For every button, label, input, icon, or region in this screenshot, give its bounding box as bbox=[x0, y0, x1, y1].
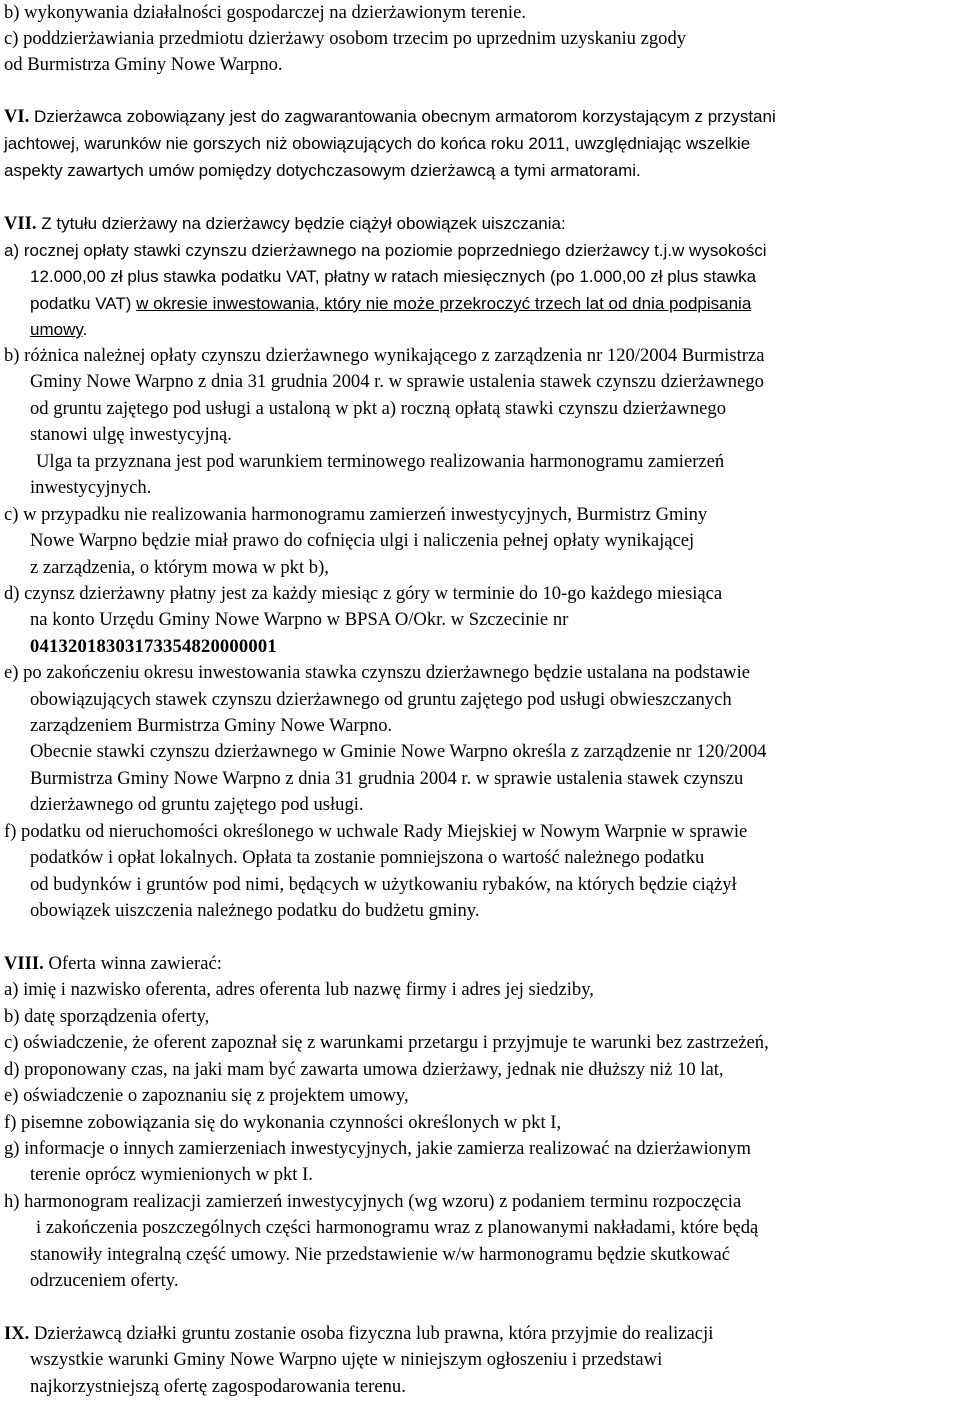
section-ix-number: IX. bbox=[4, 1323, 30, 1344]
section-viii-f: f) pisemne zobowiązania się do wykonania czynności określonych w pkt I, bbox=[4, 1112, 562, 1133]
section-vii-f-1: f) podatku od nieruchomości określonego w uchwale Rady Miejskiej w Nowym Warpnie w sprawie bbox=[4, 821, 748, 842]
section-vii-f-4: obowiązek uiszczenia należnego podatku do budżetu gminy. bbox=[30, 900, 480, 921]
section-viii-e: e) oświadczenie o zapoznaniu się z projektem umowy, bbox=[4, 1085, 409, 1106]
section-vii-number: VII. bbox=[4, 213, 37, 234]
section-ix-line: IX. Dzierżawcą działki gruntu zostanie osoba fizyczna lub prawna, która przyjmie do realizacji bbox=[4, 1323, 714, 1344]
section-vii-c-3: z zarządzenia, o którym mowa w pkt b), bbox=[30, 557, 329, 578]
section-vii-b-3: od gruntu zajętego pod usługi a ustaloną w pkt a) roczną opłatą stawki czynszu dzierżawnego bbox=[30, 398, 726, 419]
section-vii-d-2: na konto Urzędu Gminy Nowe Warpno w BPSA O/Okr. w Szczecinie nr bbox=[30, 609, 569, 630]
section-vii-f-2: podatków i opłat lokalnych. Opłata ta zostanie pomniejszona o wartość należnego podatku bbox=[30, 847, 705, 868]
bank-account-number: 04132018303173354820000001 bbox=[30, 636, 277, 657]
section-ix-line-3: najkorzystniejszą ofertę zagospodarowania terenu. bbox=[30, 1376, 406, 1397]
section-viii-g-1: g) informacje o innych zamierzeniach inwestycyjnych, jakie zamierza realizować na dzierżawionym bbox=[4, 1138, 752, 1159]
section-viii-number: VIII. bbox=[4, 953, 44, 974]
section-viii-g-2: terenie oprócz wymienionych w pkt I. bbox=[30, 1164, 313, 1185]
section-vii-e-2: obowiązujących stawek czynszu dzierżawnego od gruntu zajętego pod usługi obwieszczanych bbox=[30, 689, 732, 710]
section-vi-line: VI. Dzierżawca zobowiązany jest do zagwarantowania obecnym armatorom korzystającym z przystani bbox=[4, 106, 776, 127]
section-vii-line: VII. Z tytułu dzierżawy na dzierżawcy będzie ciążył obowiązek uiszczania: bbox=[4, 213, 566, 234]
section-viii-h-2: i zakończenia poszczególnych części harmonogramu wraz z planowanymi nakładami, które będą bbox=[36, 1217, 759, 1238]
section-viii-a: a) imię i nazwisko oferenta, adres oferenta lub nazwę firmy i adres jej siedziby, bbox=[4, 979, 594, 1000]
section-vii-b-4: stanowi ulgę inwestycyjną. bbox=[30, 424, 232, 445]
section-viii-h-1: h) harmonogram realizacji zamierzeń inwestycyjnych (wg wzoru) z podaniem terminu rozpoczęcia bbox=[4, 1191, 742, 1212]
section-vii-b-5: Ulga ta przyznana jest pod warunkiem terminowego realizowania harmonogramu zamierzeń bbox=[36, 451, 725, 472]
section-vii-b-2: Gminy Nowe Warpno z dnia 31 grudnia 2004 r. w sprawie ustalenia stawek czynszu dzierżawnego bbox=[30, 371, 764, 392]
section-vii-a-2: 12.000,00 zł plus stawka podatku VAT, płatny w ratach miesięcznych (po 1.000,00 zł plus stawka bbox=[30, 267, 757, 286]
section-vii-d-1: d) czynsz dzierżawny płatny jest za każdy miesiąc z góry w terminie do 10-go każdego miesiąca bbox=[4, 583, 723, 604]
section-viii-h-4: odrzuceniem oferty. bbox=[30, 1270, 179, 1291]
section-viii-d: d) proponowany czas, na jaki mam być zawarta umowa dzierżawy, jednak nie dłuższy niż 10 lat, bbox=[4, 1059, 724, 1080]
section-ix-line-2: wszystkie warunki Gminy Nowe Warpno ujęte w niniejszym ogłoszeniu i przedstawi bbox=[30, 1349, 663, 1370]
item-b-business: b) wykonywania działalności gospodarczej na dzierżawionym terenie. bbox=[4, 2, 526, 23]
investment-period-clause: w okresie inwestowania, który nie może przekroczyć trzech lat od dnia podpisania bbox=[136, 294, 752, 313]
section-vii-a-1: a) rocznej opłaty stawki czynszu dzierżawnego na poziomie poprzedniego dzierżawcy t.j.w wysokości bbox=[4, 241, 767, 260]
section-vii-f-3: od budynków i gruntów pod nimi, będących w użytkowaniu rybaków, na których będzie ciążył bbox=[30, 874, 737, 895]
section-vii-e-3: zarządzeniem Burmistrza Gminy Nowe Warpno. bbox=[30, 715, 393, 736]
section-vii-e-5: Burmistrza Gminy Nowe Warpno z dnia 31 grudnia 2004 r. w sprawie ustalenia stawek czynszu bbox=[30, 768, 744, 789]
section-viii-b: b) datę sporządzenia oferty, bbox=[4, 1006, 210, 1027]
section-vii-e-4: Obecnie stawki czynszu dzierżawnego w Gminie Nowe Warpno określa z zarządzenie nr 120/2004 bbox=[30, 741, 767, 762]
section-vi-line-2: jachtowej, warunków nie gorszych niż obowiązujących do końca roku 2011, uwzględniając wszelkie bbox=[4, 134, 751, 153]
section-vii-c-1: c) w przypadku nie realizowania harmonogramu zamierzeń inwestycyjnych, Burmistrz Gminy bbox=[4, 504, 708, 525]
section-viii-h-3: stanowiły integralną część umowy. Nie przedstawienie w/w harmonogramu będzie skutkować bbox=[30, 1244, 730, 1265]
section-viii-c: c) oświadczenie, że oferent zapoznał się z warunkami przetargu i przyjmuje te warunki bez zastrzeżeń, bbox=[4, 1032, 769, 1053]
section-vi-number: VI. bbox=[4, 106, 30, 127]
section-vii-c-2: Nowe Warpno będzie miał prawo do cofnięcia ulgi i naliczenia pełnej opłaty wynikającej bbox=[30, 530, 695, 551]
section-vii-b-6: inwestycyjnych. bbox=[30, 477, 152, 498]
section-vii-a-4: umowy. bbox=[30, 320, 88, 339]
item-c-sublease-cont: od Burmistrza Gminy Nowe Warpno. bbox=[4, 54, 283, 75]
section-vii-e-6: dzierżawnego od gruntu zajętego pod usługi. bbox=[30, 794, 364, 815]
item-c-sublease: c) poddzierżawiania przedmiotu dzierżawy osobom trzecim po uprzednim uzyskaniu zgody bbox=[4, 28, 687, 49]
section-vi-line-3: aspekty zawartych umów pomiędzy dotychczasowym dzierżawcą a tymi armatorami. bbox=[4, 161, 641, 180]
section-vii-a-3: podatku VAT) w okresie inwestowania, który nie może przekroczyć trzech lat od dnia podpisania bbox=[30, 294, 752, 313]
section-vii-b-1: b) różnica należnej opłaty czynszu dzierżawnego wynikającego z zarządzenia nr 120/2004 Burmistrza bbox=[4, 345, 765, 366]
section-viii-line: VIII. Oferta winna zawierać: bbox=[4, 953, 222, 974]
section-vii-e-1: e) po zakończeniu okresu inwestowania stawka czynszu dzierżawnego będzie ustalana na podstawie bbox=[4, 662, 751, 683]
